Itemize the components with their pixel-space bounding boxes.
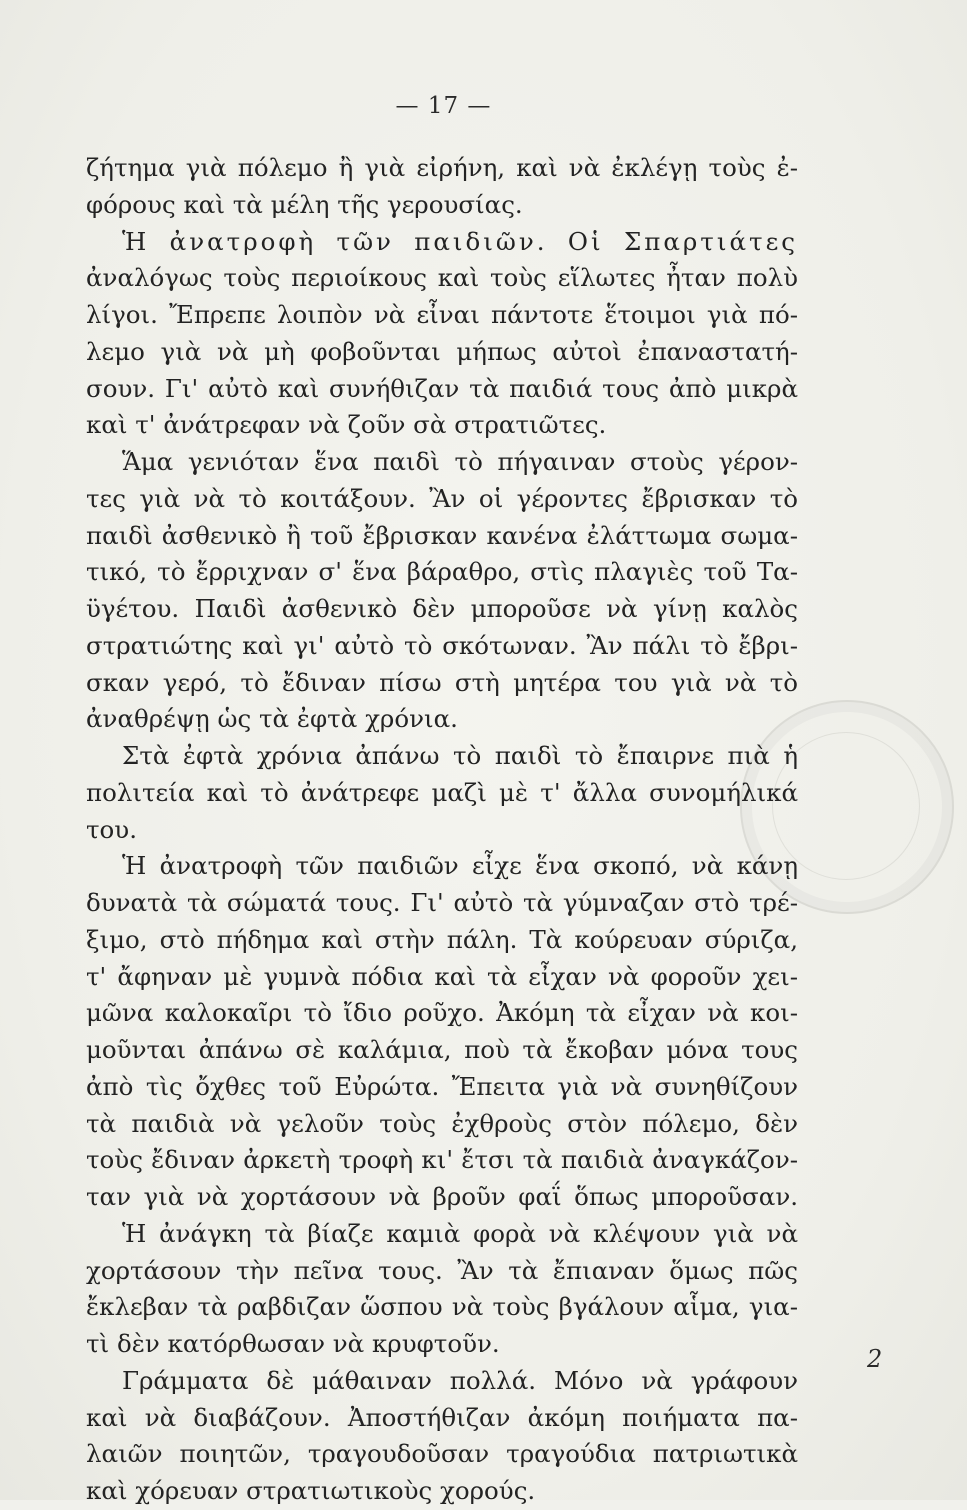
- text-line: σουν. Γι' αὐτὸ καὶ συνήθιζαν τὰ παιδιά τους ἀπὸ μικρὰ: [86, 373, 798, 403]
- text-line: Ἅμα γενιόταν ἕνα παιδὶ τὸ πήγαιναν στοὺς γέρον-: [122, 447, 798, 476]
- body-text: [86, 150, 798, 1510]
- text-line: τὰ παιδιὰ νὰ γελοῦν τοὺς ἐχθροὺς στὸν πόλεμο, δὲν: [86, 1108, 798, 1138]
- text-line: Ἡ ἀνάγκη τὰ βίαζε καμιὰ φορὰ νὰ κλέψουν γιὰ νὰ: [122, 1218, 798, 1248]
- text-line: μοῦνται ἀπάνω σὲ καλάμια, ποὺ τὰ ἔκοβαν μόνα τους: [86, 1035, 798, 1064]
- text-line: τ' ἄφηναν μὲ γυμνὰ πόδια καὶ τὰ εἶχαν νὰ φοροῦν χει-: [86, 961, 798, 991]
- text-line: τες γιὰ νὰ τὸ κοιτάξουν. Ἂν οἱ γέροντες ἔβρισκαν τὸ: [86, 483, 798, 513]
- text-line: ζήτημα γιὰ πόλεμο ἢ γιὰ εἰρήνη, καὶ νὰ ἐκλέγῃ τοὺς ἐ-: [86, 153, 798, 182]
- text-line: του.: [86, 814, 137, 844]
- text-line: τοὺς ἔδιναν ἀρκετὴ τροφὴ κι' ἔτσι τὰ παιδιὰ ἀναγκάζον-: [86, 1145, 798, 1175]
- text-line: λεμο γιὰ νὰ μὴ φοβοῦνται μήπως αὐτοὶ ἐπαναστατή-: [86, 336, 798, 366]
- text-line: σκαν γερό, τὸ ἔδιναν πίσω στὴ μητέρα του γιὰ νὰ τὸ: [86, 667, 798, 697]
- text-line: ἔκλεβαν τὰ ραβδιζαν ὥσπου νὰ τοὺς βγάλουν αἷμα, για-: [86, 1292, 798, 1322]
- text-line: τικό, τὸ ἔρριχναν σ' ἕνα βάραθρο, στὶς πλαγιὲς τοῦ Τα-: [86, 557, 798, 587]
- text-line: χορτάσουν τὴν πεῖνα τους. Ἂν τὰ ἔπιαναν ὅμως πῶς: [86, 1255, 798, 1285]
- text-line: δυνατὰ τὰ σώματά τους. Γι' αὐτὸ τὰ γύμναζαν στὸ τρέ-: [86, 888, 798, 917]
- text-line: ξιμο, στὸ πήδημα καὶ στὴν πάλη. Τὰ κούρευαν σύριζα,: [86, 924, 798, 954]
- text-line: στρατιώτης καὶ γι' αὐτὸ τὸ σκότωναν. Ἂν πάλι τὸ ἔβρι-: [86, 630, 798, 660]
- text-line: ταν γιὰ νὰ χορτάσουν νὰ βροῦν φαΐ ὅπως μποροῦσαν.: [86, 1182, 798, 1211]
- printer-signature-mark: 2: [867, 1345, 883, 1373]
- text-line: καὶ νὰ διαβάζουν. Ἀποστήθιζαν ἀκόμη ποιήματα πα-: [86, 1402, 798, 1432]
- text-line: ἀναθρέψῃ ὡς τὰ ἐφτὰ χρόνια.: [86, 704, 458, 734]
- text-line: τὶ δὲν κατόρθωσαν νὰ κρυφτοῦν.: [86, 1329, 500, 1358]
- text-line: ἀναλόγως τοὺς περιοίκους καὶ τοὺς εἵλωτες ἦταν πολὺ: [86, 263, 798, 293]
- text-line: Γράμματα δὲ μάθαιναν πολλά. Μόνο νὰ γράφουν: [122, 1365, 798, 1395]
- text-line: λαιῶν ποιητῶν, τραγουδοῦσαν τραγούδια πατριωτικὰ: [86, 1439, 798, 1469]
- text-line: Ἡ ἀνατροφὴ τῶν παιδιῶν εἶχε ἕνα σκοπό, νὰ κάνῃ: [122, 851, 798, 881]
- text-line: λίγοι. Ἔπρεπε λοιπὸν νὰ εἶναι πάντοτε ἕτοιμοι γιὰ πό-: [86, 300, 798, 329]
- text-line: πολιτεία καὶ τὸ ἀνάτρεφε μαζὶ μὲ τ' ἄλλα συνομήλικά: [86, 777, 798, 807]
- text-line: καὶ τ' ἀνάτρεφαν νὰ ζοῦν σὰ στρατιῶτες.: [86, 410, 607, 440]
- page-number: — 17 —: [395, 93, 492, 119]
- text-line: μῶνα καλοκαῖρι τὸ ἴδιο ροῦχο. Ἀκόμη τὰ εἶχαν νὰ κοι-: [86, 998, 798, 1028]
- text-line: ἀπὸ τὶς ὄχθες τοῦ Εὐρώτα. Ἔπειτα γιὰ νὰ συνηθίζουν: [86, 1071, 798, 1101]
- text-line: Στὰ ἐφτὰ χρόνια ἀπάνω τὸ παιδὶ τὸ ἔπαιρνε πιὰ ἡ: [122, 741, 798, 770]
- section-heading-line: Ἡ ἀνατροφὴ τῶν παιδιῶν. Οἱ Σπαρτιάτες: [122, 226, 798, 256]
- text-line: φόρους καὶ τὰ μέλη τῆς γερουσίας.: [86, 189, 523, 219]
- text-line: παιδὶ ἀσθενικὸ ἢ τοῦ ἔβρισκαν κανένα ἐλάττωμα σωμα-: [86, 520, 798, 550]
- text-line: καὶ χόρευαν στρατιωτικοὺς χορούς.: [86, 1476, 536, 1505]
- text-line: ϋγέτου. Παιδὶ ἀσθενικὸ δὲν μποροῦσε νὰ γίνῃ καλὸς: [86, 594, 798, 623]
